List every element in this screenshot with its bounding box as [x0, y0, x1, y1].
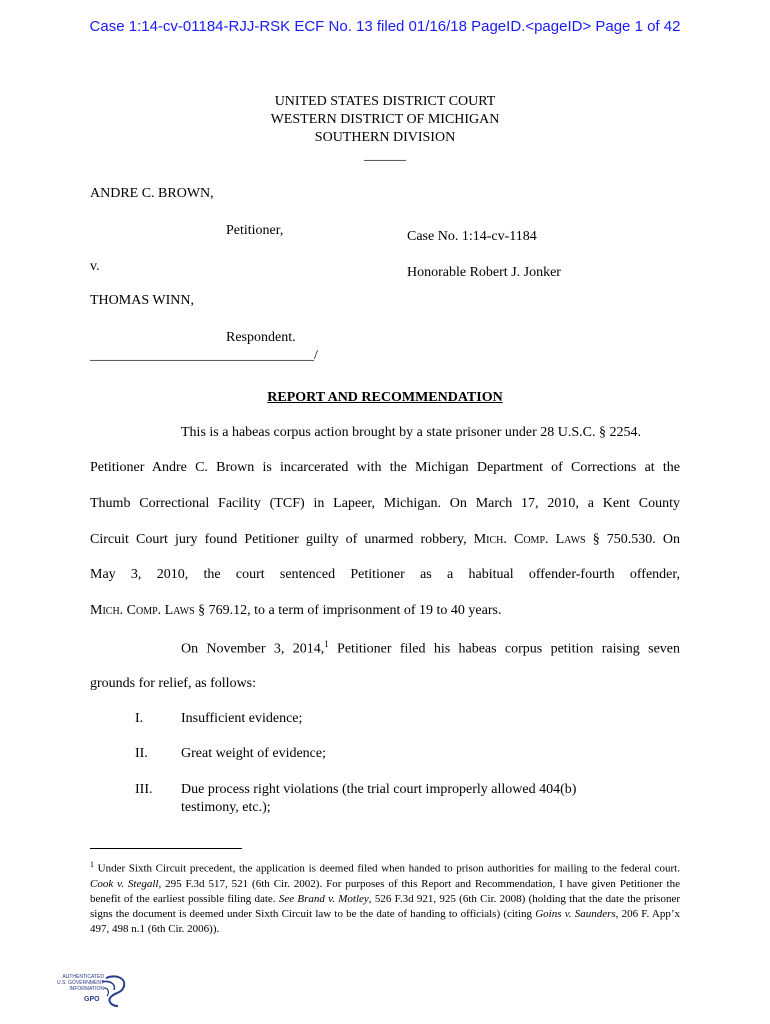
logo-text: GPO [84, 996, 100, 1003]
paragraph-line: Mich. Comp. Laws § 769.12, to a term of imprisonment of 19 to 40 years. [90, 603, 502, 618]
ground-number: I. [135, 711, 144, 726]
judge-name: Honorable Robert J. Jonker [407, 265, 561, 280]
logo-text: AUTHENTICATED [62, 974, 104, 980]
petitioner-name: ANDRE C. BROWN, [90, 186, 214, 201]
caption-closing-line: ________________________________/ [90, 348, 318, 363]
court-district: WESTERN DISTRICT OF MICHIGAN [270, 112, 500, 127]
paragraph-line: This is a habeas corpus action brought by a state prisoner under 28 U.S.C. § 2254. [181, 425, 641, 440]
ground-text: Insufficient evidence; [181, 711, 303, 726]
gpo-authentication-logo [44, 972, 130, 1012]
ground-text: testimony, etc.); [181, 800, 271, 815]
paragraph-line: Petitioner Andre C. Brown is incarcerated with the Michigan Department of Corrections at the [90, 460, 680, 475]
versus: v. [90, 259, 100, 274]
respondent-name: THOMAS WINN, [90, 293, 194, 308]
report-title: REPORT AND RECOMMENDATION [267, 390, 503, 405]
ground-number: III. [135, 782, 153, 797]
petitioner-label: Petitioner, [226, 223, 284, 238]
logo-text: INFORMATION [69, 986, 104, 992]
court-division: SOUTHERN DIVISION [314, 130, 456, 145]
logo-text: U.S. GOVERNMENT [57, 980, 104, 986]
respondent-label: Respondent. [226, 330, 296, 345]
footnote-marker: 1 [90, 860, 94, 869]
paragraph-line: grounds for relief, as follows: [90, 676, 257, 691]
ecf-header: Case 1:14-cv-01184-RJJ-RSK ECF No. 13 filed 01/16/18 PageID.<pageID> Page 1 of 42 [89, 18, 681, 35]
ground-number: II. [135, 746, 148, 761]
court-rule: ______ [364, 148, 406, 163]
court-name: UNITED STATES DISTRICT COURT [274, 94, 496, 109]
ground-text: Great weight of evidence; [181, 746, 326, 761]
paragraph-line: On November 3, 2014,$^1$ Petitioner filed his habeas corpus petition raising seven [181, 639, 681, 657]
footnote-reference[interactable]: 1 [324, 639, 329, 649]
case-number: Case No. 1:14-cv-1184 [407, 229, 537, 244]
paragraph-line: Thumb Correctional Facility (TCF) in Lapeer, Michigan. On March 17, 2010, a Kent County [90, 496, 680, 511]
paragraph-line: Circuit Court jury found Petitioner guilty of unarmed robbery, Mich. Comp. Laws § 750.530. On [90, 532, 680, 547]
footnote-divider [90, 848, 242, 849]
paragraph-line: May 3, 2010, the court sentenced Petitioner as a habitual offender-fourth offender, [90, 567, 680, 582]
ground-text: Due process right violations (the trial court improperly allowed 404(b) [181, 782, 577, 797]
citation-small-caps: Mich. Comp. Laws [90, 603, 195, 618]
citation-small-caps: Mich. Comp. Laws [473, 532, 586, 547]
footnote: $^1$ Under Sixth Circuit precedent, the application is deemed filed when handed to prison authorities for mailing to the federal court. Cook v. Stegall, 295 F.3d 517, 521 (6th Cir. 2002). For purposes of this Report and Recommendation, I have given Petitioner the benefit of the earliest possible filing date. See Brand v. Motley, 526 F.3d 921, 925 (6th Cir. 2008) (holding that the date the prisoner signs the document is deemed under Sixth Circuit law to be the date of handing to officials) (citing Goins v. Saunders, 206 F. App’x 497, 498 n.1 (6th Cir. 2006)). [90, 860, 681, 935]
